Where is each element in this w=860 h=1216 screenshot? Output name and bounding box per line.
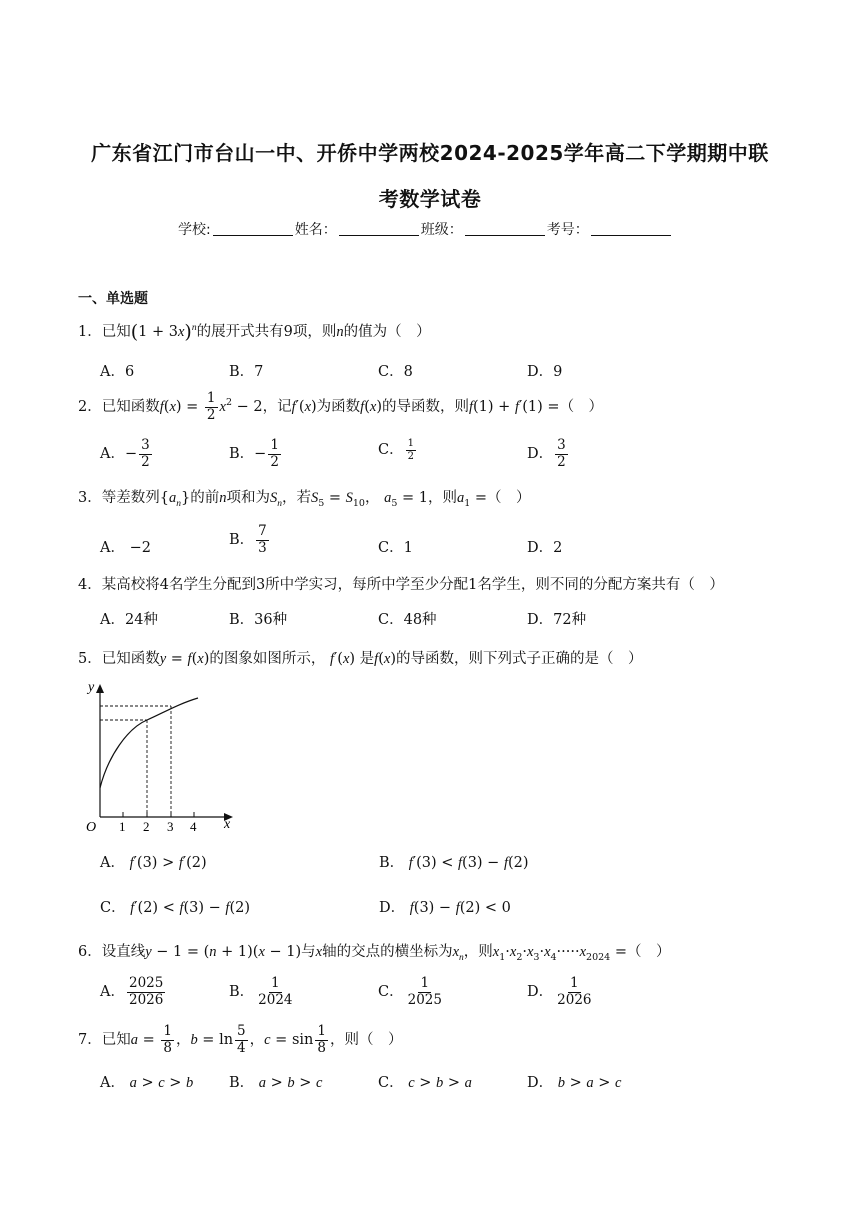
q6-pre: 设直线 [101, 944, 146, 960]
q6-option-c[interactable] [378, 976, 446, 1008]
q2-option-c[interactable]: C． $\frac{1}{2}$ [378, 438, 414, 462]
q6-opt-d-num: 1 [570, 975, 579, 991]
q2-tail: （ ） [559, 399, 604, 416]
q7-number: 7． [78, 1032, 102, 1049]
q1-n: n [336, 324, 344, 340]
q5-tail: 的导函数，则下列式子正确的是（ ） [395, 651, 643, 667]
class-label: 班级： [420, 222, 463, 238]
q5-mid2: 是 [359, 651, 375, 667]
q2-option-a[interactable]: A．− $\frac{3}{2}$ [100, 437, 150, 470]
tick-label-1: 1 [119, 819, 126, 834]
q5-mid: 的图象如图所示， [209, 651, 326, 667]
exam-title-line1: 广东省江门市台山一中、开侨中学两校2024-2025学年高二下学期期中联 [91, 141, 769, 165]
class-blank[interactable] [465, 221, 545, 236]
q1-tail: 的值为（ ） [343, 324, 431, 340]
question-4: 4．某高校将4名学生分配到3所中学实习，每所中学至少分配1名学生，则不同的分配方案共有（ ） [78, 577, 724, 593]
q1-number: 1． [78, 324, 102, 340]
q5-option-b[interactable]: B． f′(3) < f(3) − f(2) [379, 855, 529, 871]
q5-opt-d-label: D． [379, 900, 406, 916]
q3-mid2: 项和为 [226, 490, 270, 506]
name-blank[interactable] [339, 221, 419, 236]
q5-pre: 已知函数 [101, 651, 160, 667]
q2-pre: 已知函数 [101, 399, 160, 416]
q2-number: 2． [78, 399, 102, 416]
q5-option-c[interactable]: C． f′(2) < f(3) − f(2) [100, 900, 250, 916]
q1-option-c[interactable]: C．8 [378, 364, 413, 380]
q3-tail: ，则 [427, 490, 457, 506]
q3-option-c[interactable]: C．1 [378, 540, 413, 556]
q6-option-a[interactable] [100, 976, 167, 1008]
question-1: 1．已知$(1 + 3x)^n$的展开式共有9项，则n的值为（ ） [78, 321, 431, 343]
exam-no-blank[interactable] [591, 221, 671, 236]
q4-option-a[interactable]: A．24种 [100, 612, 158, 628]
x-axis-label: x [224, 817, 231, 832]
q5-option-d[interactable]: D． f(3) − f(2) < 0 [379, 900, 511, 916]
q1-option-b[interactable]: B．7 [229, 364, 264, 380]
q5-opt-c-label: C． [100, 900, 126, 916]
q3-number: 3． [78, 490, 102, 506]
question-5: 5．已知函数y = f(x)的图象如图所示， f′(x) 是f(x)的导函数，则下列式子正确的是（ ） [78, 651, 643, 667]
q7-option-b[interactable]: B． a > b > c [229, 1075, 323, 1091]
origin-label: O [86, 820, 97, 834]
q2-mid3: 的导函数，则 [381, 399, 469, 416]
q5-number: 5． [78, 651, 102, 667]
q6-opt-b-label: B． [229, 984, 255, 1001]
question-3: 3．等差数列$\{a_n\}$的前n项和为$S_n$，若$S_5 = S_{10}$， $a_5 = 1$，则$a_1$ =（ ） [78, 490, 531, 509]
q6-end: （ ） [626, 944, 671, 960]
q2-mid: ，记 [262, 399, 292, 416]
school-blank[interactable] [213, 221, 293, 236]
q6-opt-b-den: 2024 [258, 991, 293, 1008]
y-axis-label: y [88, 680, 95, 695]
q6-opt-c-den: 2025 [407, 991, 442, 1008]
q7-opt-c-label: C． [378, 1075, 404, 1091]
q2-option-b[interactable]: B．− $\frac{1}{2}$ [229, 437, 279, 470]
q7-opt-d-label: D． [527, 1075, 554, 1091]
question-6: 6．设直线y − 1 = (n + 1)(x − 1)与x轴的交点的横坐标为$x_n$，则$x_1\cdot x_2\cdot x_3\cdot x_4\cdot\cdot\cdot\cdot\cdot x_{2024}$ =（ ） [78, 944, 671, 963]
student-info-row [178, 219, 673, 239]
y-axis-arrow-icon [96, 684, 104, 693]
q7-opt-b-label: B． [229, 1075, 255, 1091]
tick-label-4: 4 [190, 819, 197, 834]
q3-end: （ ） [487, 490, 531, 506]
q3-opt-b-label: B． [229, 532, 255, 549]
q1-option-a[interactable]: A．6 [100, 364, 135, 380]
q6-opt-c-label: C． [378, 984, 404, 1001]
q5-opt-a-label: A． [100, 855, 125, 871]
exam-no-label: 考号： [546, 222, 589, 238]
section-heading: 一、单选题 [78, 291, 148, 307]
q6-opt-d-den: 2026 [557, 991, 592, 1008]
q6-mid2: 轴的交点的横坐标为 [322, 944, 453, 960]
q3-mid: 的前 [190, 490, 220, 506]
q1-pre: 已知 [101, 324, 131, 340]
q6-mid: 与 [301, 944, 316, 960]
q6-x: x [315, 944, 323, 960]
q5-opt-b-label: B． [379, 855, 405, 871]
q7-option-a[interactable]: A． a > c > b [100, 1075, 194, 1091]
q6-opt-a-num: 2025 [128, 975, 164, 991]
q7-option-d[interactable]: D． b > a > c [527, 1075, 622, 1091]
q4-option-c[interactable]: C．48种 [378, 612, 437, 628]
question-7: 7．已知a = $\frac{1}{8}$ ，b = ln $\frac{5}{4}$ ，c = sin $\frac{1}{8}$ ，则（ ） [78, 1023, 403, 1056]
q6-tail: ，则 [463, 944, 493, 960]
q1-post: 的展开式共有9项，则 [196, 324, 337, 340]
q3-pre: 等差数列 [101, 490, 160, 506]
q7-tail: ，则（ ） [329, 1032, 403, 1049]
q6-opt-b-num: 1 [271, 975, 280, 991]
q4-option-b[interactable]: B．36种 [229, 612, 288, 628]
tick-label-3: 3 [167, 819, 174, 834]
question-2: 2．已知函数f(x) = $\frac{1}{2}$ $x^2 - 2$，记f′(x)为函数f(x)的导函数，则f(1) + f′(1) =（ ） [78, 390, 604, 423]
q3-option-a[interactable] [100, 536, 151, 557]
q1-option-d[interactable]: D．9 [527, 364, 563, 380]
q7-opt-a-label: A． [100, 1075, 125, 1091]
q2-option-d[interactable]: D． $\frac{3}{2}$ [527, 437, 566, 470]
q5-function-graph [78, 676, 240, 834]
function-curve [100, 698, 198, 788]
q3-opt-a-label: A． [100, 540, 125, 556]
exam-title-line2: 考数学试卷 [378, 187, 482, 211]
q7-option-c[interactable]: C． c > b > a [378, 1075, 472, 1091]
q6-opt-d-label: D． [527, 984, 554, 1001]
q3-opt-a-value: −2 [129, 540, 151, 556]
q5-option-a[interactable]: A． f′(3) > f′(2) [100, 855, 207, 871]
q6-option-d[interactable] [527, 976, 596, 1008]
q6-opt-c-num: 1 [420, 975, 430, 991]
q3-option-b[interactable]: B． $\frac{7}{3}$ [229, 523, 267, 556]
q6-opt-a-label: A． [100, 984, 125, 1001]
q6-number: 6． [78, 944, 102, 960]
q3-mid3: ，若 [281, 490, 311, 506]
q4-option-d[interactable]: D．72种 [527, 612, 587, 628]
q7-pre: 已知 [101, 1032, 131, 1049]
tick-label-2: 2 [143, 819, 150, 834]
q6-option-b[interactable] [229, 976, 297, 1008]
q6-opt-a-den: 2026 [128, 991, 164, 1008]
q3-option-d[interactable]: D．2 [527, 540, 563, 556]
school-label: 学校: [178, 222, 211, 238]
name-label: 姓名： [294, 222, 337, 238]
q2-mid2: 为函数 [316, 399, 361, 416]
